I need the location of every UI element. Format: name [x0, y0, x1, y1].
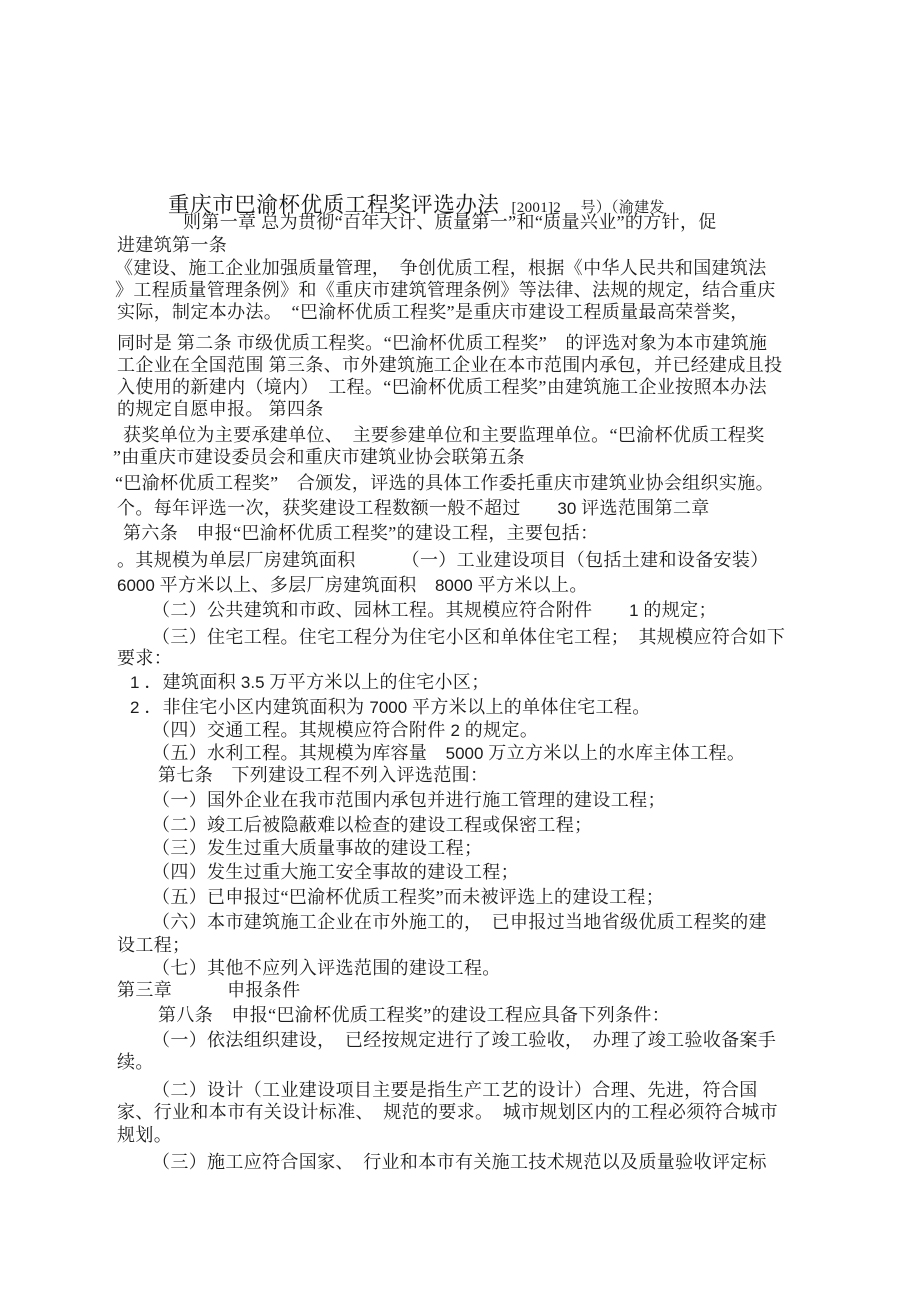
text-line: 1 ．建筑面积 3.5 万平方米以上的住宅小区； [130, 672, 490, 692]
numeral: 5000 [445, 744, 484, 763]
text-line: 家、行业和本市有关设计标准、 规范的要求。 城市规划区内的工程必须符合城市 [117, 1102, 778, 1122]
text-line: （六）本市建筑施工企业在市外施工的， 已申报过当地省级优质工程奖的建 [152, 912, 767, 932]
text-line: （二）公共建筑和市政、园林工程。其规模应符合附件 1 的规定； [152, 600, 717, 620]
text-line: 第三章 申报条件 [117, 980, 301, 1000]
text-line: （四）发生过重大施工安全事故的建设工程； [152, 862, 519, 882]
text-line: 第七条 下列建设工程不列入评选范围： [158, 765, 489, 785]
numeral: 7000 [369, 698, 408, 717]
text-line: 设工程； [117, 935, 191, 955]
numeral: 2 [130, 698, 140, 717]
text-line: 续。 [117, 1052, 154, 1072]
text-line: 》工程质量管理条例》和《重庆市建筑管理条例》等法律、法规的规定，结合重庆 [115, 280, 776, 300]
text-line: （五）已申报过“巴渝杯优质工程奖”而未被评选上的建设工程； [152, 887, 665, 907]
text-line: 要求： [117, 648, 173, 668]
page-title-text: 重庆市巴渝杯优质工程奖评选办法 [168, 193, 500, 217]
text-line: （三）住宅工程。住宅工程分为住宅小区和单体住宅工程； 其规模应符合如下 [152, 627, 786, 647]
text-line: “巴渝杯优质工程奖” 合颁发，评选的具体工作委托重庆市建筑业协会组织实施。 [115, 473, 774, 493]
text-line: （四）交通工程。其规模应符合附件 2 的规定。 [152, 720, 539, 740]
text-line: （五）水利工程。其规模为库容量 5000 万立方米以上的水库主体工程。 [152, 743, 746, 763]
text-line: 工企业在全国范围 第三条、市外建筑施工企业在本市范围内承包，并已经建成且投 [117, 355, 783, 375]
numeral: 3.5 [240, 673, 265, 692]
text-line: 同时是 第二条 市级优质工程奖。“巴渝杯优质工程奖” 的评选对象为本市建筑施 [117, 333, 768, 353]
numeral: 8000 [434, 576, 473, 595]
text-line: 获奖单位为主要承建单位、 主要参建单位和主要监理单位。“巴渝杯优质工程奖 [123, 425, 765, 445]
numeral: 6000 [117, 576, 155, 595]
text-line: 进建筑第一条 [117, 235, 228, 255]
page-title-reference-number: [2001]2 号）（渝建发 [511, 200, 665, 216]
text-line: 则第一章 总为贯彻“百年大计、质量第一”和“质量兴业”的方针，促 [183, 212, 717, 232]
text-line: 2 ．非住宅小区内建筑面积为 7000 平方米以上的单体住宅工程。 [130, 697, 651, 717]
text-line: 实际，制定本办法。 “巴渝杯优质工程奖”是重庆市建设工程质量最高荣誉奖， [117, 302, 749, 322]
text-line: （一）国外企业在我市范围内承包并进行施工管理的建设工程； [152, 790, 666, 810]
text-line: （三）施工应符合国家、 行业和本市有关施工技术规范以及质量验收评定标 [152, 1152, 767, 1172]
text-line: （七）其他不应列入评选范围的建设工程。 [152, 958, 501, 978]
text-line: 入使用的新建内（境内） 工程。“巴渝杯优质工程奖”由建筑施工企业按照本办法 [117, 377, 767, 397]
text-line: 个。每年评选一次，获奖建设工程数额一般不超过 30 评选范围第二章 [117, 498, 710, 518]
text-line: ”由重庆市建设委员会和重庆市建筑业协会联第五条 [113, 447, 526, 467]
text-line: 。其规模为单层厂房建筑面积 （一）工业建设项目（包括土建和设备安装） [117, 550, 769, 570]
numeral: 1 [629, 601, 639, 620]
text-line: （一）依法组织建设， 已经按规定进行了竣工验收， 办理了竣工验收备案手 [152, 1030, 777, 1050]
text-line: （三）发生过重大质量事故的建设工程； [152, 838, 483, 858]
numeral: 1 [130, 673, 140, 692]
numeral: 2 [450, 721, 460, 740]
text-line: 规划。 [117, 1125, 173, 1145]
text-line: 《建设、施工企业加强质量管理， 争创优质工程，根据《中华人民共和国建筑法 [115, 258, 767, 278]
text-line: 6000 平方米以上、多层厂房建筑面积 8000 平方米以上。 [117, 575, 588, 595]
text-line: （二）设计（工业建设项目主要是指生产工艺的设计）合理、先进，符合国 [152, 1080, 758, 1100]
text-line: （二）竣工后被隐蔽难以检查的建设工程或保密工程； [152, 815, 593, 835]
text-line: 第八条 申报“巴渝杯优质工程奖”的建设工程应具备下列条件： [158, 1005, 671, 1025]
numeral: 30 [557, 499, 577, 518]
text-line: 的规定自愿申报。 第四条 [117, 399, 324, 419]
text-line: 第六条 申报“巴渝杯优质工程奖”的建设工程，主要包括： [123, 523, 599, 543]
